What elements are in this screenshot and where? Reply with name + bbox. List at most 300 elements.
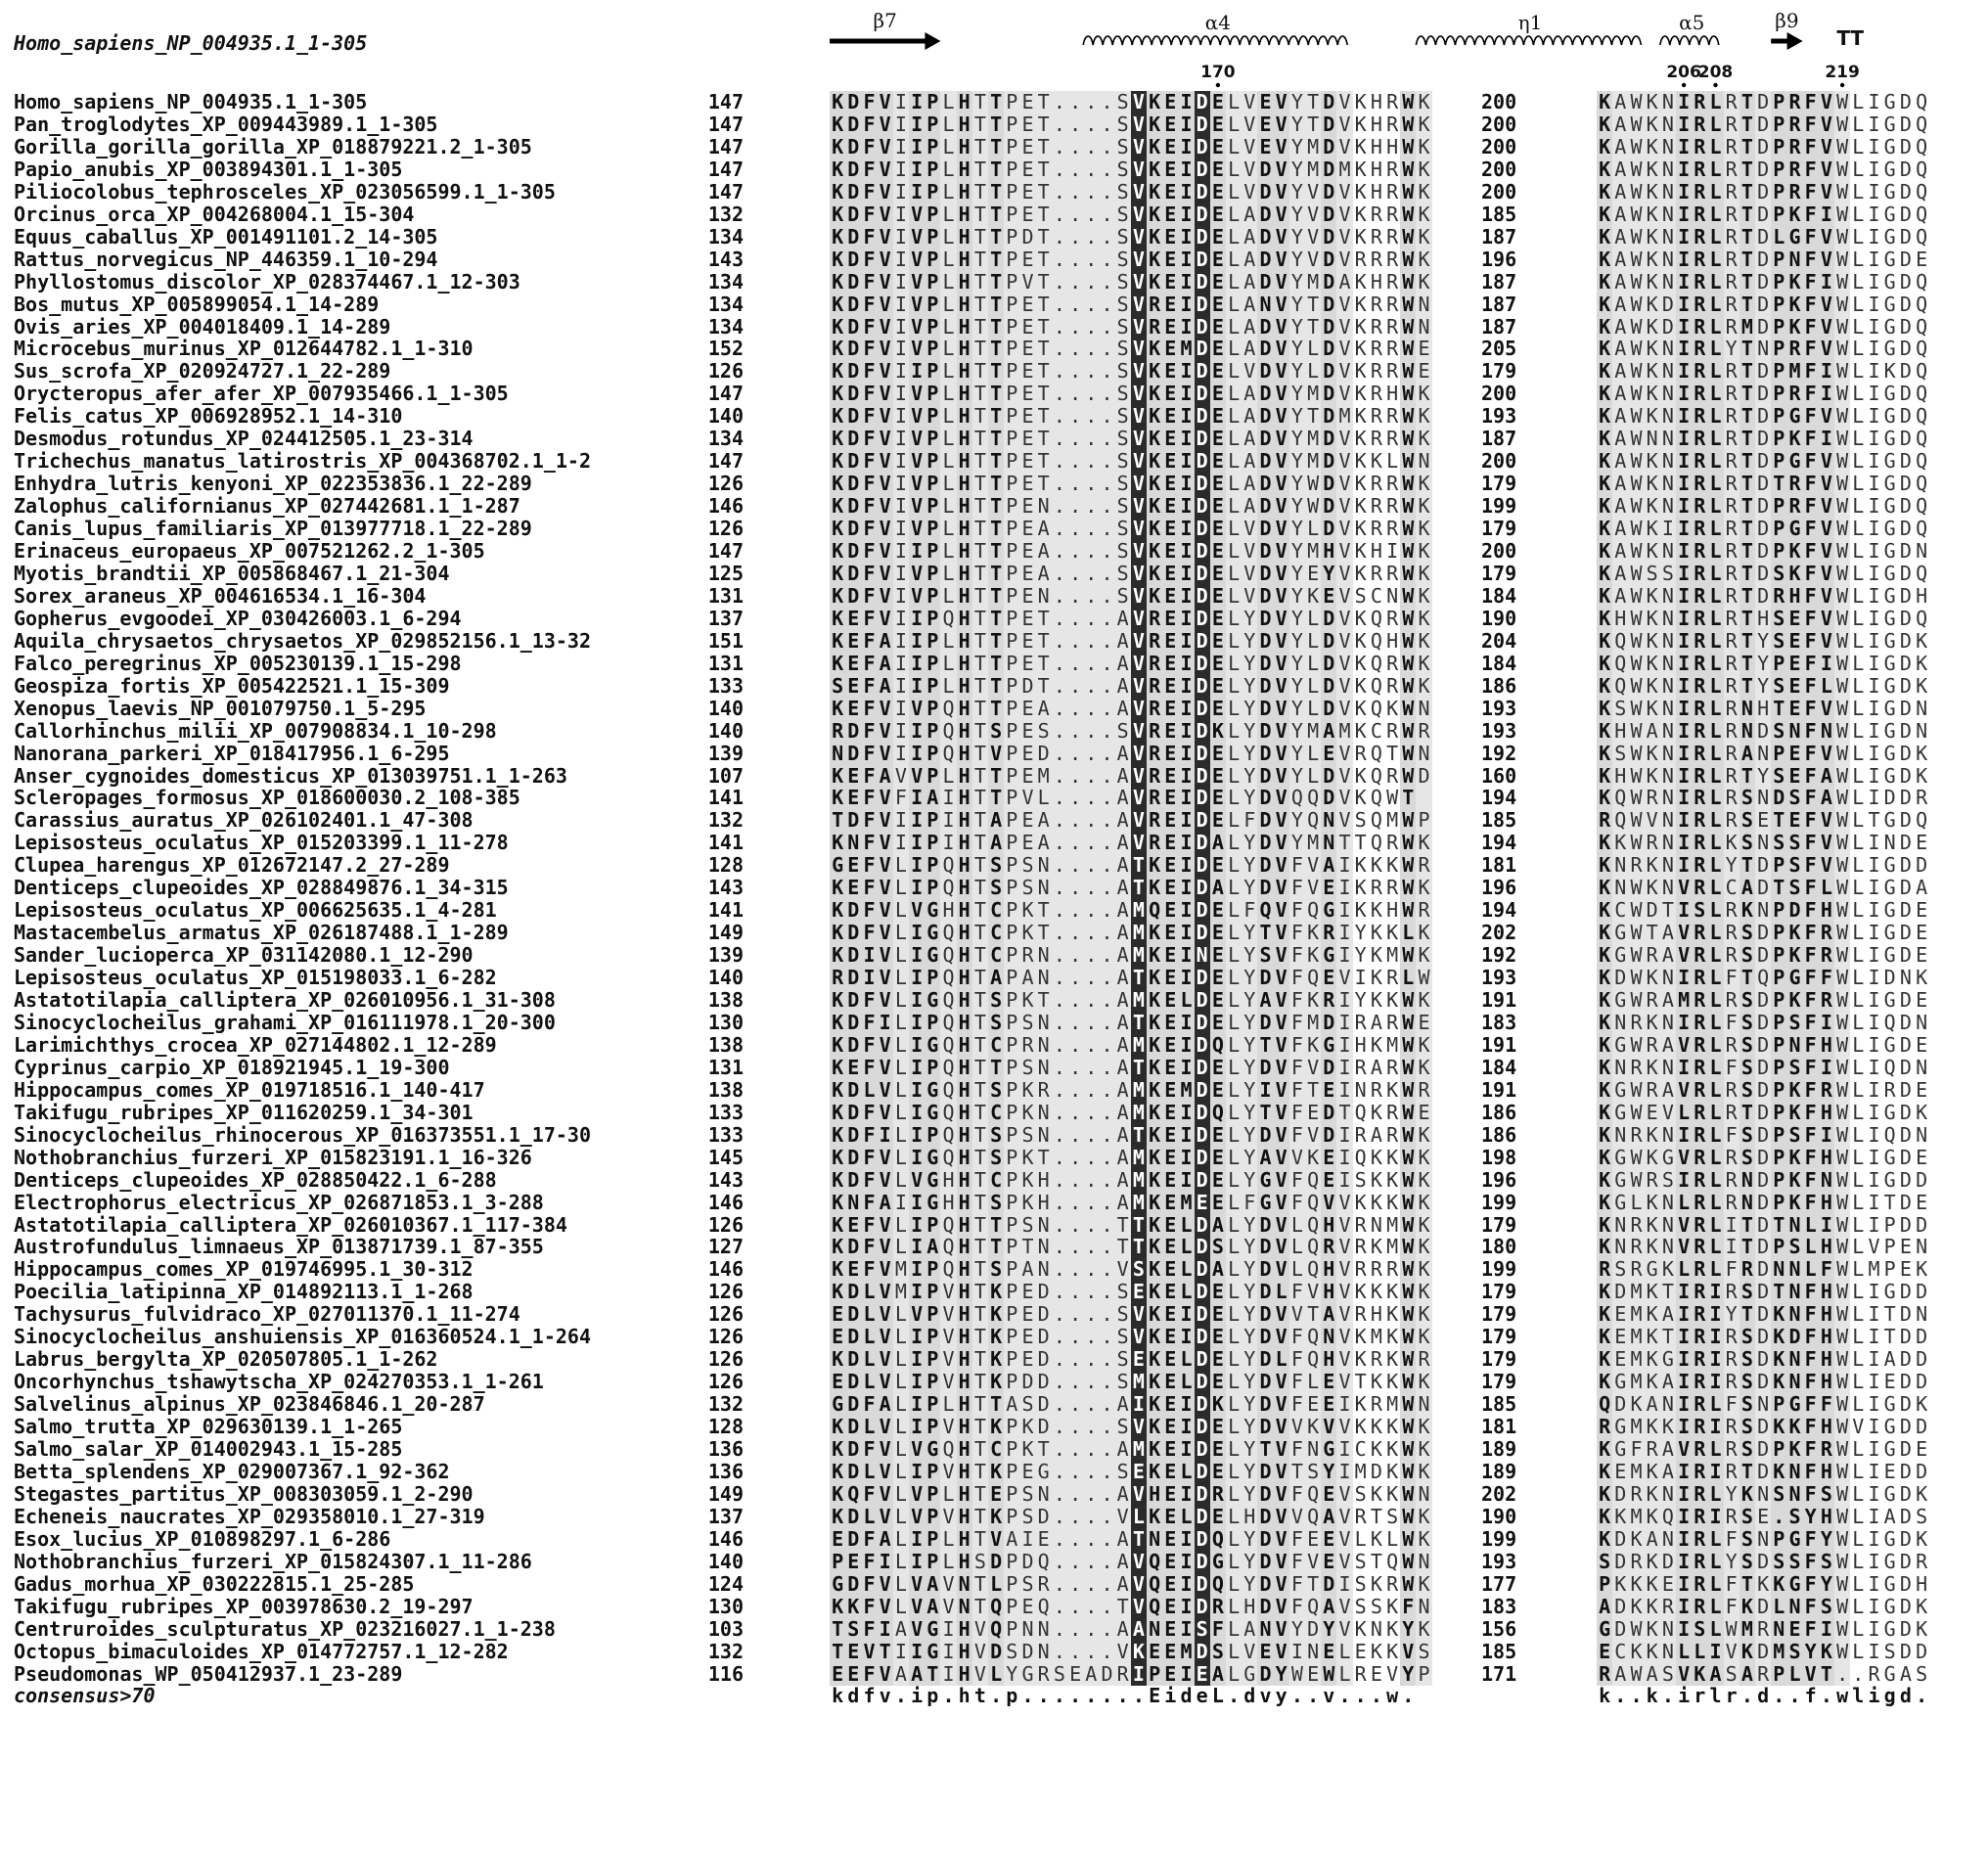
- row-start-position: 103: [681, 1617, 744, 1642]
- residue: N: [1660, 450, 1676, 473]
- row-name: Zalophus_californianus_XP_027442681.1_1-287: [14, 494, 520, 519]
- residue: D: [1755, 720, 1771, 743]
- residue: R: [1724, 271, 1740, 294]
- row-end-position: 198: [1481, 1146, 1516, 1170]
- residue: E: [1416, 1102, 1431, 1124]
- residue: .: [1052, 1034, 1067, 1057]
- residue: K: [1147, 249, 1162, 271]
- residue: D: [1898, 585, 1914, 608]
- residue: .: [1067, 316, 1083, 339]
- residue: .: [1067, 585, 1083, 608]
- residue: I: [909, 1034, 925, 1057]
- residue: L: [1676, 1258, 1692, 1281]
- residue: D: [1321, 181, 1336, 203]
- residue: P: [1004, 1461, 1019, 1483]
- residue: G: [1612, 1371, 1628, 1393]
- residue: R: [1724, 743, 1740, 765]
- residue: S: [1692, 1618, 1707, 1641]
- residue: I: [1676, 720, 1692, 743]
- residue: .: [1099, 765, 1114, 788]
- residue: K: [1597, 360, 1612, 383]
- residue: R: [1384, 360, 1400, 383]
- residue: V: [1274, 787, 1289, 809]
- residue: S: [1019, 1483, 1035, 1506]
- residue: D: [1898, 653, 1914, 675]
- residue: P: [925, 743, 940, 765]
- residue: W: [1400, 877, 1416, 899]
- residue: P: [925, 1528, 940, 1551]
- residue: .: [1067, 1551, 1083, 1573]
- residue: P: [1004, 720, 1019, 743]
- residue: K: [1416, 1236, 1431, 1258]
- residue: T: [988, 698, 1004, 720]
- residue: R: [1692, 1124, 1707, 1147]
- residue: T: [1771, 698, 1786, 720]
- residue: S: [1115, 271, 1131, 294]
- residue: D: [1898, 832, 1914, 854]
- row-name: Enhydra_lutris_kenyoni_XP_022353836.1_22-289: [14, 472, 532, 496]
- residue: .: [1099, 181, 1114, 203]
- residue: W: [1834, 1528, 1850, 1551]
- residue: E: [845, 1258, 861, 1281]
- residue: K: [1369, 1641, 1384, 1663]
- residue: I: [1676, 383, 1692, 405]
- residue: D: [1321, 450, 1336, 473]
- residue: P: [925, 518, 940, 540]
- residue: C: [988, 944, 1004, 967]
- residue: I: [1819, 1057, 1834, 1079]
- residue: A: [1612, 428, 1628, 450]
- row-end-position: 184: [1481, 652, 1516, 676]
- residue: L: [1226, 743, 1242, 765]
- residue: Y: [1353, 989, 1369, 1012]
- residue: S: [1740, 1012, 1755, 1034]
- residue: K: [1416, 91, 1431, 113]
- residue: N: [1660, 203, 1676, 226]
- residue: K: [1369, 967, 1384, 989]
- residue: P: [1004, 1551, 1019, 1573]
- row-start-position: 139: [681, 742, 744, 766]
- residue: R: [1369, 383, 1384, 405]
- residue: M: [1384, 1034, 1400, 1057]
- residue: F: [1289, 1393, 1305, 1416]
- residue: A: [1115, 1147, 1131, 1169]
- residue: L: [861, 1079, 877, 1102]
- residue: P: [925, 1124, 940, 1147]
- residue: R: [1645, 787, 1660, 809]
- residue: .: [1099, 428, 1114, 450]
- residue: D: [1898, 608, 1914, 630]
- residue: D: [845, 1079, 861, 1102]
- residue: I: [1676, 787, 1692, 809]
- residue: .: [1052, 899, 1067, 922]
- residue: N: [1257, 1618, 1273, 1641]
- residue: I: [893, 428, 909, 450]
- residue: D: [1257, 271, 1273, 294]
- residue: H: [940, 1192, 956, 1214]
- residue: K: [1597, 294, 1612, 316]
- residue: R: [1353, 1506, 1369, 1528]
- residue: Y: [1242, 608, 1257, 630]
- residue: W: [1400, 989, 1416, 1012]
- row-end-position: 156: [1481, 1617, 1516, 1642]
- residue: A: [1242, 405, 1257, 428]
- residue: D: [1019, 1371, 1035, 1393]
- row-start-position: 147: [681, 449, 744, 474]
- residue: Q: [940, 944, 956, 967]
- residue: G: [1882, 630, 1898, 653]
- residue: I: [1676, 1573, 1692, 1596]
- residue: D: [1195, 136, 1210, 158]
- residue: I: [909, 1258, 925, 1281]
- residue: G: [925, 1102, 940, 1124]
- residue: P: [1771, 158, 1786, 181]
- residue: N: [1898, 967, 1914, 989]
- residue: E: [1131, 1281, 1147, 1303]
- residue: V: [878, 360, 893, 383]
- residue: F: [861, 249, 877, 271]
- residue: T: [972, 113, 988, 136]
- residue: V: [893, 765, 909, 788]
- residue: V: [878, 294, 893, 316]
- residue: L: [861, 1461, 877, 1483]
- residue: E: [1019, 585, 1035, 608]
- residue: I: [940, 1663, 956, 1686]
- residue: K: [1147, 136, 1162, 158]
- residue: Q: [1210, 1528, 1226, 1551]
- residue: P: [925, 854, 940, 877]
- residue: V: [1336, 473, 1352, 495]
- residue: .: [1099, 608, 1114, 630]
- residue: V: [1131, 608, 1147, 630]
- residue: P: [1771, 653, 1786, 675]
- residue: L: [1226, 720, 1242, 743]
- residue: S: [1115, 226, 1131, 249]
- residue: D: [1195, 540, 1210, 563]
- residue: K: [1147, 91, 1162, 113]
- residue: D: [988, 1641, 1004, 1663]
- residue: V: [1400, 1641, 1416, 1663]
- residue: A: [1242, 294, 1257, 316]
- residue: V: [1289, 1416, 1305, 1438]
- residue: E: [1786, 675, 1802, 698]
- residue: .: [1083, 1461, 1099, 1483]
- residue: .: [1083, 1258, 1099, 1281]
- residue: E: [1162, 1124, 1178, 1147]
- row-start-position: 140: [681, 697, 744, 721]
- residue: K: [1416, 271, 1431, 294]
- residue: .: [1099, 1102, 1114, 1124]
- residue: .: [1099, 675, 1114, 698]
- residue: W: [1628, 989, 1644, 1012]
- residue: N: [1786, 1371, 1802, 1393]
- residue: N: [1914, 1012, 1929, 1034]
- row-start-position: 132: [681, 1640, 744, 1664]
- residue: I: [1819, 653, 1834, 675]
- residue: Q: [940, 1034, 956, 1057]
- residue: K: [1147, 113, 1162, 136]
- residue: R: [1724, 608, 1740, 630]
- residue: K: [1645, 1124, 1660, 1147]
- residue: D: [1914, 1348, 1929, 1371]
- residue: N: [1305, 1438, 1321, 1461]
- residue: V: [1274, 271, 1289, 294]
- residue: D: [1257, 1461, 1273, 1483]
- residue: M: [893, 1281, 909, 1303]
- residue: W: [1834, 226, 1850, 249]
- residue: N: [1786, 1348, 1802, 1371]
- residue: F: [1803, 136, 1819, 158]
- residue: W: [1400, 854, 1416, 877]
- residue: K: [1147, 1371, 1162, 1393]
- residue: F: [1803, 249, 1819, 271]
- residue: L: [1803, 1236, 1819, 1258]
- residue: K: [1628, 1596, 1644, 1618]
- row-end-position: 179: [1481, 1325, 1516, 1349]
- residue: I: [1866, 967, 1881, 989]
- residue: A: [1819, 765, 1834, 788]
- row-name: Salvelinus_alpinus_XP_023846846.1_20-287: [14, 1392, 485, 1417]
- residue: K: [988, 1416, 1004, 1438]
- residue: E: [1019, 495, 1035, 518]
- residue: W: [1400, 1034, 1416, 1057]
- residue: .: [1099, 1416, 1114, 1438]
- residue: W: [1400, 136, 1416, 158]
- residue: K: [1416, 1461, 1431, 1483]
- residue: M: [1131, 1102, 1147, 1124]
- residue: E: [1210, 1169, 1226, 1192]
- residue: .: [1083, 720, 1099, 743]
- consensus-residue: .: [1067, 1685, 1083, 1707]
- residue: S: [1740, 989, 1755, 1012]
- residue: I: [1676, 91, 1692, 113]
- residue: I: [1676, 294, 1692, 316]
- residue: V: [878, 271, 893, 294]
- residue: D: [845, 405, 861, 428]
- residue: K: [1416, 136, 1431, 158]
- residue: K: [1353, 518, 1369, 540]
- residue: F: [1803, 203, 1819, 226]
- residue: .: [1099, 922, 1114, 944]
- residue: F: [1724, 1124, 1740, 1147]
- row-end-position: 200: [1481, 539, 1516, 564]
- residue: T: [1384, 743, 1400, 765]
- residue: P: [1004, 854, 1019, 877]
- residue: A: [1257, 1147, 1273, 1169]
- consensus-residue: E: [1147, 1685, 1162, 1707]
- row-name: Echeneis_naucrates_XP_029358010.1_27-319: [14, 1505, 485, 1529]
- residue: R: [1147, 832, 1162, 854]
- residue: R: [1692, 158, 1707, 181]
- residue: K: [1645, 1192, 1660, 1214]
- residue: W: [1834, 1034, 1850, 1057]
- residue: L: [1850, 1102, 1866, 1124]
- residue: .: [1052, 1528, 1067, 1551]
- residue: D: [845, 540, 861, 563]
- residue: W: [1628, 765, 1644, 788]
- residue: E: [1162, 1236, 1178, 1258]
- residue: P: [925, 158, 940, 181]
- residue: D: [1898, 338, 1914, 360]
- residue: E: [1019, 1348, 1035, 1371]
- residue: T: [972, 563, 988, 585]
- residue: P: [925, 832, 940, 854]
- consensus-residue: v: [878, 1685, 893, 1707]
- residue: I: [1866, 720, 1881, 743]
- residue: I: [1819, 360, 1834, 383]
- residue: D: [845, 899, 861, 922]
- residue: L: [1226, 338, 1242, 360]
- residue: T: [988, 563, 1004, 585]
- residue: A: [1115, 877, 1131, 899]
- residue: E: [1210, 787, 1226, 809]
- residue: D: [1898, 743, 1914, 765]
- residue: K: [1645, 1057, 1660, 1079]
- residue: D: [1898, 1596, 1914, 1618]
- residue: G: [1612, 1102, 1628, 1124]
- residue: I: [1178, 428, 1194, 450]
- residue: Q: [940, 743, 956, 765]
- residue: N: [1660, 226, 1676, 249]
- residue: V: [1336, 1483, 1352, 1506]
- residue: K: [1597, 1057, 1612, 1079]
- residue: W: [1834, 698, 1850, 720]
- residue: L: [1850, 1596, 1866, 1618]
- residue: E: [1162, 1079, 1178, 1102]
- row-start-position: 143: [681, 248, 744, 272]
- residue: S: [1740, 1528, 1755, 1551]
- residue: W: [1834, 1618, 1850, 1641]
- residue: V: [1242, 540, 1257, 563]
- residue: H: [957, 1506, 972, 1528]
- residue: E: [1210, 922, 1226, 944]
- residue: N: [1786, 1258, 1802, 1281]
- residue: R: [1724, 113, 1740, 136]
- residue: L: [1305, 653, 1321, 675]
- residue: S: [1740, 1147, 1755, 1169]
- residue: R: [1384, 518, 1400, 540]
- residue: G: [1882, 675, 1898, 698]
- residue: E: [1755, 809, 1771, 832]
- residue: P: [1771, 450, 1786, 473]
- residue: T: [1036, 338, 1052, 360]
- residue: R: [1384, 271, 1400, 294]
- residue: R: [1692, 1506, 1707, 1528]
- residue: N: [1660, 1236, 1676, 1258]
- residue: T: [1305, 405, 1321, 428]
- residue: E: [1210, 1371, 1226, 1393]
- residue: R: [1692, 1258, 1707, 1281]
- residue: D: [1755, 1416, 1771, 1438]
- residue: W: [1400, 383, 1416, 405]
- residue: R: [1369, 294, 1384, 316]
- residue: L: [1707, 383, 1723, 405]
- row-name: Takifugu_rubripes_XP_003978630.2_19-297: [14, 1595, 474, 1619]
- residue: E: [1162, 294, 1178, 316]
- residue: R: [1369, 518, 1384, 540]
- residue: .: [1083, 226, 1099, 249]
- residue: Y: [1289, 675, 1305, 698]
- residue: L: [1226, 1573, 1242, 1596]
- residue: F: [1803, 1281, 1819, 1303]
- residue: V: [1819, 518, 1834, 540]
- residue: N: [1369, 1618, 1384, 1641]
- residue: T: [1740, 181, 1755, 203]
- residue: Q: [1755, 967, 1771, 989]
- residue: F: [1803, 495, 1819, 518]
- residue: K: [1914, 675, 1929, 698]
- residue: S: [988, 854, 1004, 877]
- residue: P: [925, 226, 940, 249]
- residue: T: [972, 1506, 988, 1528]
- residue: I: [909, 1461, 925, 1483]
- row-start-position: 139: [681, 943, 744, 968]
- residue: A: [988, 967, 1004, 989]
- residue: .: [1052, 1393, 1067, 1416]
- residue: I: [893, 743, 909, 765]
- residue: T: [1400, 787, 1416, 809]
- residue: F: [1803, 630, 1819, 653]
- residue: T: [1305, 91, 1321, 113]
- residue: Y: [1353, 922, 1369, 944]
- residue: D: [1612, 1393, 1628, 1416]
- residue: I: [1676, 428, 1692, 450]
- position-marker: [1825, 63, 1860, 87]
- residue: L: [1289, 1236, 1305, 1258]
- residue: R: [1786, 136, 1802, 158]
- residue: I: [1866, 1506, 1881, 1528]
- residue: E: [1162, 1102, 1178, 1124]
- residue: K: [1369, 1528, 1384, 1551]
- residue: V: [1336, 1192, 1352, 1214]
- residue: E: [1210, 383, 1226, 405]
- residue: Y: [1242, 944, 1257, 967]
- residue: R: [1416, 899, 1431, 922]
- residue: Q: [1305, 899, 1321, 922]
- residue: N: [1195, 944, 1210, 967]
- row-end-position: 179: [1481, 1370, 1516, 1394]
- residue: A: [1115, 989, 1131, 1012]
- residue: H: [957, 1057, 972, 1079]
- residue: G: [1882, 1618, 1898, 1641]
- residue: E: [1210, 765, 1226, 788]
- residue: P: [1771, 1034, 1786, 1057]
- residue: A: [1210, 832, 1226, 854]
- residue: R: [1724, 1416, 1740, 1438]
- residue: K: [1384, 1169, 1400, 1192]
- row-end-position: 200: [1481, 382, 1516, 406]
- row-name: Aquila_chrysaetos_chrysaetos_XP_029852156.1_13-32: [14, 629, 591, 654]
- residue: H: [957, 383, 972, 405]
- residue: H: [1786, 585, 1802, 608]
- residue: V: [878, 1147, 893, 1169]
- residue: P: [1004, 158, 1019, 181]
- row-start-position: 128: [681, 853, 744, 878]
- residue: P: [1004, 450, 1019, 473]
- residue: K: [1597, 181, 1612, 203]
- residue: V: [1336, 226, 1352, 249]
- residue: .: [1083, 1348, 1099, 1371]
- residue: I: [1866, 540, 1881, 563]
- residue: D: [1755, 1641, 1771, 1663]
- residue: I: [1178, 1124, 1194, 1147]
- row-end-position: 189: [1481, 1437, 1516, 1462]
- residue: W: [1628, 967, 1644, 989]
- residue: H: [1384, 630, 1400, 653]
- residue: I: [1336, 989, 1352, 1012]
- residue: P: [925, 203, 940, 226]
- residue: I: [1819, 383, 1834, 405]
